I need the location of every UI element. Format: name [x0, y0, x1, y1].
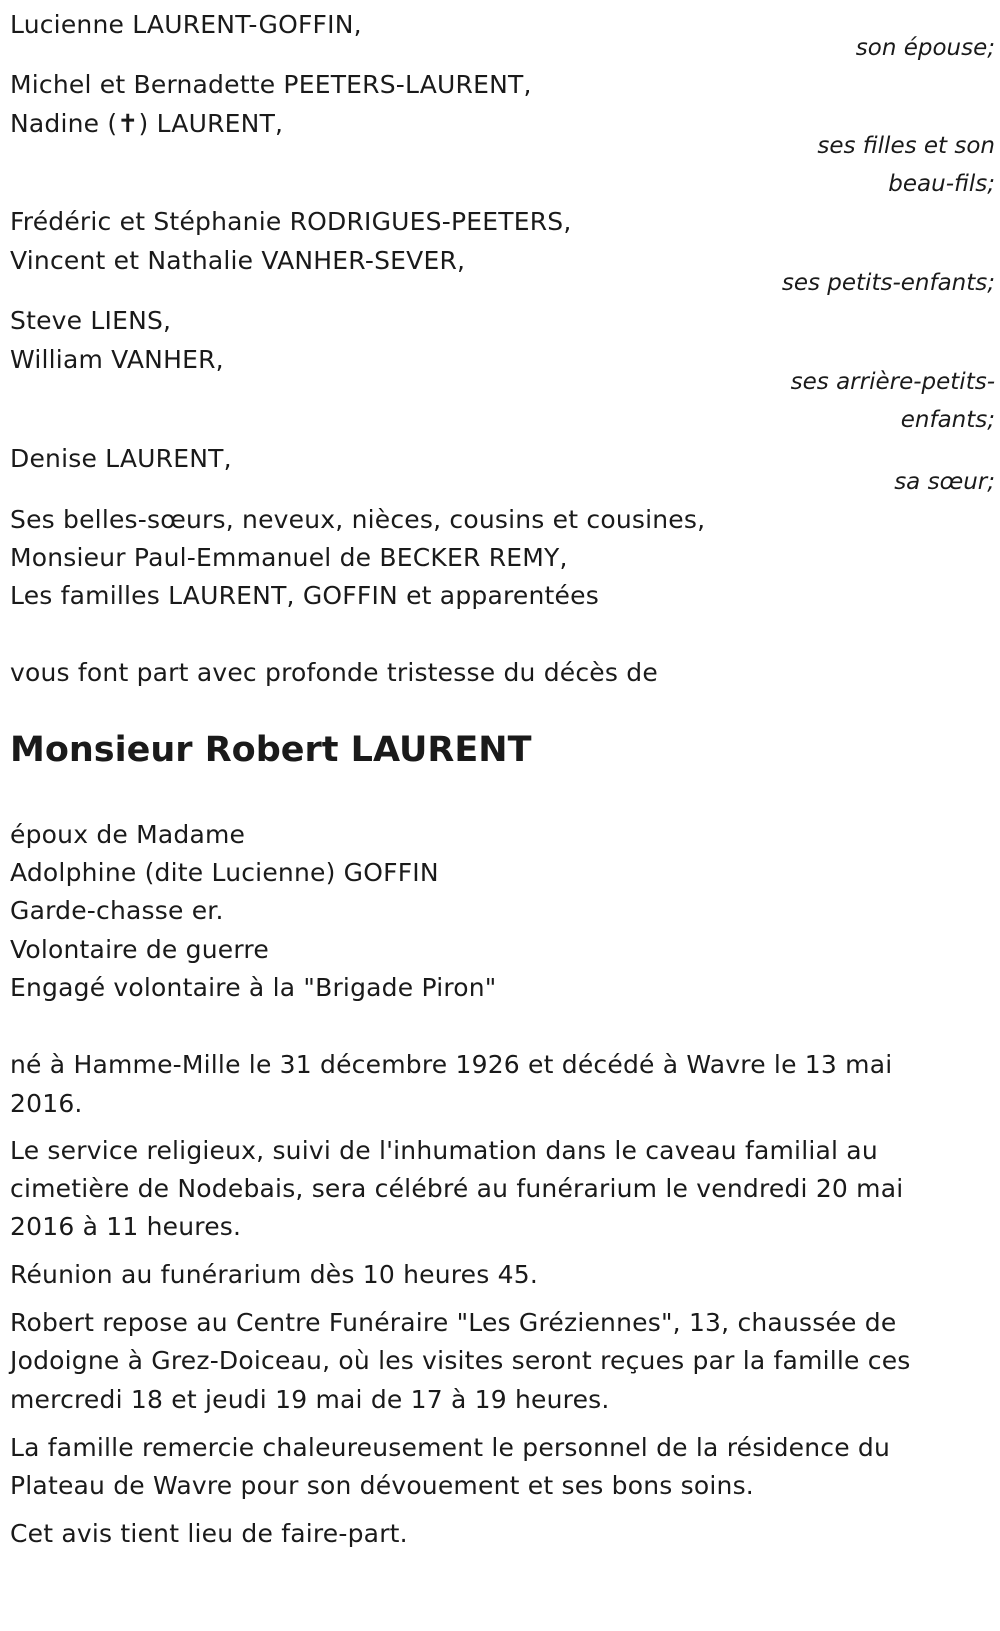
thanks-line: Plateau de Wavre pour son dévouement et ses bons soins. — [10, 1471, 754, 1500]
spouse-role: son épouse; — [855, 35, 995, 61]
grandchild-name: Vincent et Nathalie VANHER-SEVER, — [10, 246, 466, 275]
children-role: beau-fils; — [888, 171, 995, 197]
deceased-detail: Volontaire de guerre — [10, 935, 269, 964]
other-family-line: Les familles LAURENT, GOFFIN et apparentées — [10, 581, 599, 610]
service-line: Le service religieux, suivi de l'inhumation dans le caveau familial au — [10, 1136, 878, 1165]
closing-line: Cet avis tient lieu de faire-part. — [10, 1519, 408, 1548]
sister-role: sa sœur; — [894, 469, 995, 495]
birth-death-line: né à Hamme-Mille le 31 décembre 1926 et décédé à Wavre le 13 mai — [10, 1050, 893, 1079]
other-family-line: Monsieur Paul-Emmanuel de BECKER REMY, — [10, 543, 568, 572]
great-grandchildren-role: enfants; — [900, 407, 995, 433]
great-grandchildren-role: ses arrière-petits- — [790, 369, 995, 395]
deceased-detail: Adolphine (dite Lucienne) GOFFIN — [10, 858, 439, 887]
spouse-name: Lucienne LAURENT-GOFFIN, — [10, 10, 362, 39]
service-line: 2016 à 11 heures. — [10, 1212, 242, 1241]
children-role: ses filles et son — [817, 133, 995, 159]
deceased-detail: Engagé volontaire à la "Brigade Piron" — [10, 973, 497, 1002]
meeting-line: Réunion au funérarium dès 10 heures 45. — [10, 1260, 538, 1289]
grandchild-name: Frédéric et Stéphanie RODRIGUES-PEETERS, — [10, 207, 572, 236]
announcement-text: vous font part avec profonde tristesse du décès de — [10, 658, 658, 687]
great-grandchild-name: Steve LIENS, — [10, 306, 172, 335]
deceased-name: Monsieur Robert LAURENT — [10, 730, 532, 770]
deceased-detail: Garde-chasse er. — [10, 896, 224, 925]
visit-line: mercredi 18 et jeudi 19 mai de 17 à 19 heures. — [10, 1385, 610, 1414]
child-name: Nadine (✝) LAURENT, — [10, 109, 284, 138]
visit-line: Jodoigne à Grez-Doiceau, où les visites seront reçues par la famille ces — [10, 1346, 911, 1375]
visit-line: Robert repose au Centre Funéraire "Les Gréziennes", 13, chaussée de — [10, 1308, 897, 1337]
thanks-line: La famille remercie chaleureusement le personnel de la résidence du — [10, 1433, 891, 1462]
sister-name: Denise LAURENT, — [10, 444, 232, 473]
service-line: cimetière de Nodebais, sera célébré au funérarium le vendredi 20 mai — [10, 1174, 904, 1203]
deceased-detail: époux de Madame — [10, 820, 246, 849]
obituary-notice — [10, 0, 995, 1631]
birth-death-line: 2016. — [10, 1089, 83, 1118]
other-family-line: Ses belles-sœurs, neveux, nièces, cousins et cousines, — [10, 505, 706, 534]
great-grandchild-name: William VANHER, — [10, 345, 224, 374]
grandchildren-role: ses petits-enfants; — [781, 270, 995, 296]
child-name: Michel et Bernadette PEETERS-LAURENT, — [10, 70, 532, 99]
